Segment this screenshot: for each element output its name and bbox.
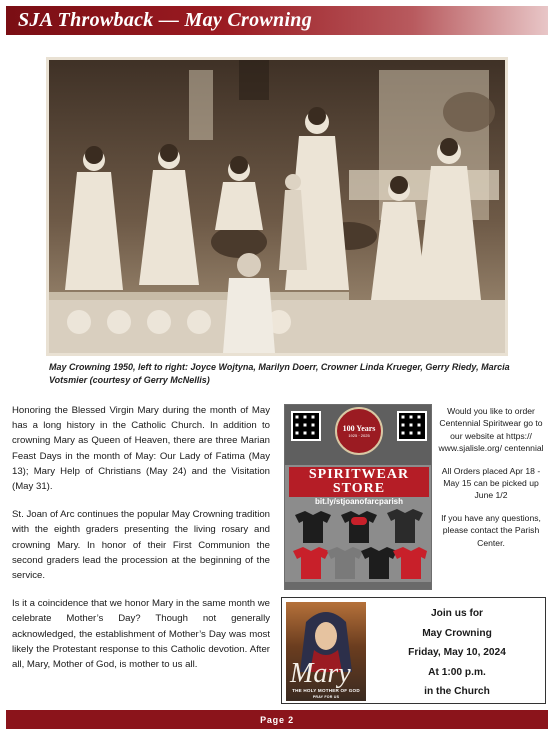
event-line: in the Church (424, 686, 490, 697)
apparel-icon (291, 509, 427, 581)
qr-code-icon (397, 411, 427, 441)
event-line: At 1:00 p.m. (428, 666, 486, 678)
photo-illustration (49, 60, 505, 353)
order-info: Would you like to order Centennial Spiritwear go to our website at https:// www.sjalisle.org/ centennial (438, 406, 544, 454)
store-title-line1: SPIRITWEAR (308, 467, 410, 482)
parish-crest (335, 407, 383, 455)
mary-card-subtitle: THE HOLY MOTHER OF GOD (292, 688, 360, 693)
page-number: Page 2 (260, 714, 294, 725)
contact-info: If you have any questions, please contact the Parish Center. (441, 512, 541, 548)
store-url-link[interactable]: bit.ly/stjoanofarcparish (314, 497, 404, 506)
mary-image (286, 602, 366, 701)
mary-card-subtitle2: PRAY FOR US (312, 695, 340, 699)
ad-footer-band (285, 582, 432, 590)
event-details (372, 604, 542, 702)
article-paragraph: Is it a coincidence that we honor Mary in the same month we celebrate Mother’s Day? Though not generally acknowledged, the establishment of Mother’s Day was most likely the Protestant response to this Catholic devotion. After all, Mary, Mother of God, is mother to us all. (12, 598, 270, 671)
pickup-info: All Orders placed Apr 18 - May 15 can be picked up June 1/2 (441, 465, 541, 501)
article-paragraph: Honoring the Blessed Virgin Mary during the month of May has a long history in the Catholic Church. In addition to crowning Mary as Queen of Heaven, there are three Marian Feast Days in the month of May: Our Lady of Fatima (May 13); Mary Help of Christians (May 24) and the Visitation (May 31). (12, 405, 270, 493)
photo-caption: May Crowning 1950, left to right: Joyce Wojtyna, Marilyn Doerr, Crowner Linda Krueger, Gerry Riedy, Marcia Votsmier (courtesy of Gerry McNellis) (49, 362, 510, 385)
page-banner (6, 6, 548, 35)
crest-dates: 1925 · 2025 (348, 433, 370, 438)
page-title: SJA Throwback — May Crowning (18, 9, 313, 31)
event-line: May Crowning (422, 627, 492, 639)
historic-photo (46, 57, 508, 356)
mary-card-title: Mary (290, 658, 351, 689)
event-line: Join us for (430, 608, 484, 619)
spiritwear-info (436, 405, 546, 559)
crest-years: 100 Years (342, 424, 376, 433)
qr-code-icon (291, 411, 321, 441)
page-footer (6, 710, 548, 729)
store-title (289, 467, 429, 497)
store-title-line2: STORE (332, 481, 386, 496)
event-announcement (281, 597, 546, 704)
article-body (12, 403, 270, 685)
article-paragraph: St. Joan of Arc continues the popular May Crowning tradition with the eighth graders presenting the living rosary and crowning Mary. In honor of their First Communion the second graders lead the procession at the beginning of the service. (12, 509, 270, 582)
event-line: Friday, May 10, 2024 (408, 647, 506, 658)
spiritwear-store-ad[interactable] (284, 404, 432, 590)
